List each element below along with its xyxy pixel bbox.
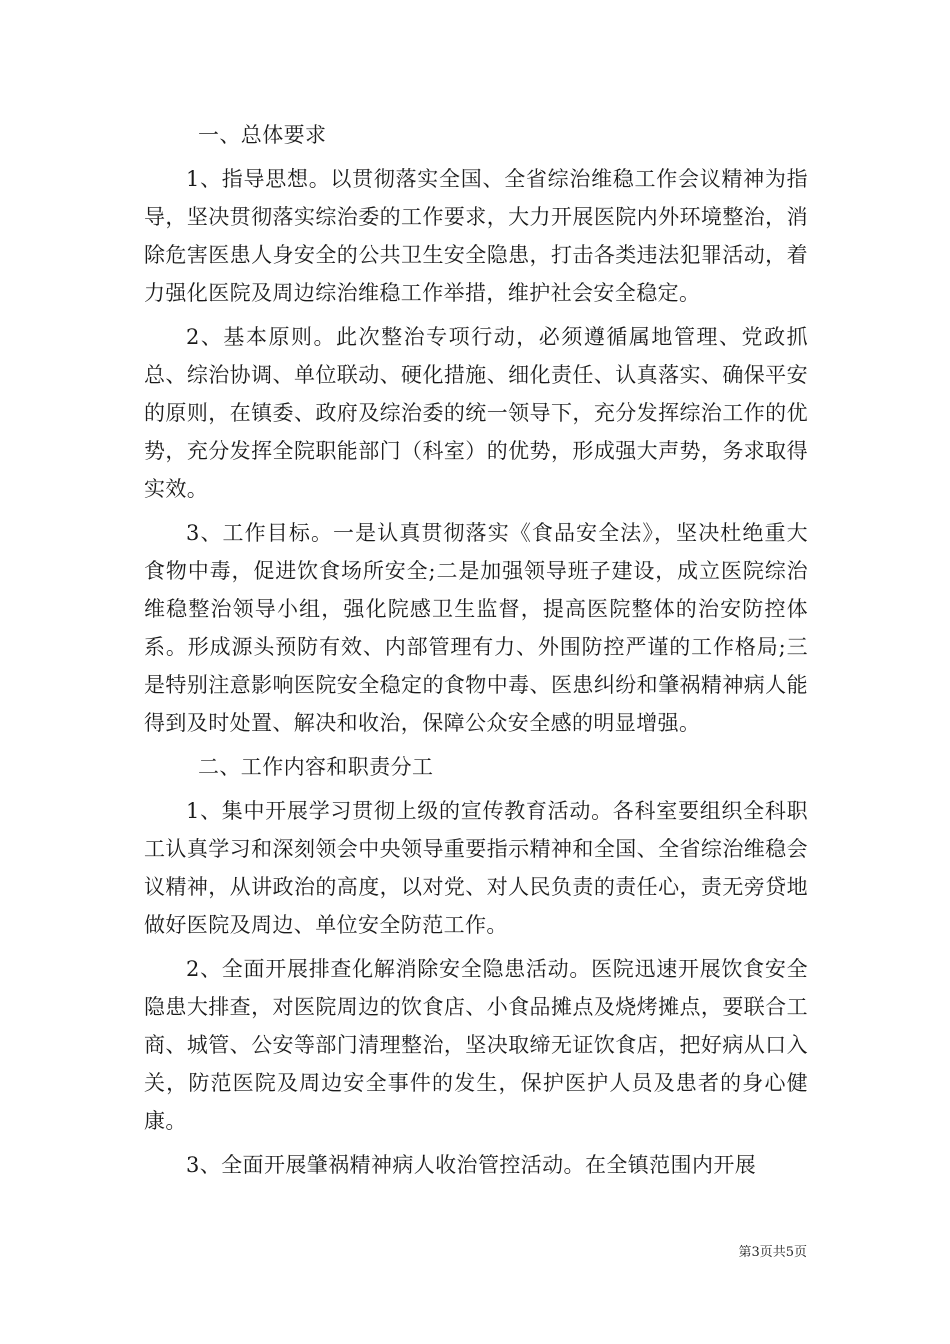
document-body [144, 116, 808, 1184]
paragraph-basic-principles: 2、基本原则。此次整治专项行动，必须遵循属地管理、党政抓总、综治协调、单位联动、硬化措施、细化责任、认真落实、确保平安的原则，在镇委、政府及综治委的统一领导下，充分发挥综治工作的优势，充分发挥全院职能部门（科室）的优势，形成强大声势，务求取得实效。 [144, 325, 808, 501]
paragraph-guiding-ideology: 1、指导思想。以贯彻落实全国、全省综治维稳工作会议精神为指导，坚决贯彻落实综治委的工作要求，大力开展医院内外环境整治，消除危害医患人身安全的公共卫生安全隐患，打击各类违法犯罪活动，着力强化医院及周边综治维稳工作举措，维护社会安全稳定。 [144, 167, 808, 305]
paragraph-mental-patient-control: 3、全面开展肇祸精神病人收治管控活动。在全镇范围内开展 [186, 1153, 757, 1177]
page-number-footer: 第3页共5页 [738, 1245, 807, 1260]
paragraph-hazard-inspection: 2、全面开展排查化解消除安全隐患活动。医院迅速开展饮食安全隐患大排查，对医院周边的饮食店、小食品摊点及烧烤摊点，要联合工商、城管、公安等部门清理整治，坚决取缔无证饮食店，把好病从口入关，防范医院及周边安全事件的发生，保护医护人员及患者的身心健康。 [144, 957, 808, 1133]
paragraph-work-objectives: 3、工作目标。一是认真贯彻落实《食品安全法》，坚决杜绝重大食物中毒，促进饮食场所安全;二是加强领导班子建设，成立医院综治维稳整治领导小组，强化院感卫生监督，提高医院整体的治安防控体系。形成源头预防有效、内部管理有力、外围防控严谨的工作格局;三是特别注意影响医院安全稳定的食物中毒、医患纠纷和肇祸精神病人能得到及时处置、解决和收治，保障公众安全感的明显增强。 [144, 521, 808, 735]
section-heading-general-requirements: 一、总体要求 [198, 123, 327, 147]
section-heading-work-content: 二、工作内容和职责分工 [198, 755, 434, 779]
paragraph-education-campaign: 1、集中开展学习贯彻上级的宣传教育活动。各科室要组织全科职工认真学习和深刻领会中央领导重要指示精神和全国、全省综治维稳会议精神，从讲政治的高度，以对党、对人民负责的责任心，责无旁贷地做好医院及周边、单位安全防范工作。 [144, 799, 808, 937]
